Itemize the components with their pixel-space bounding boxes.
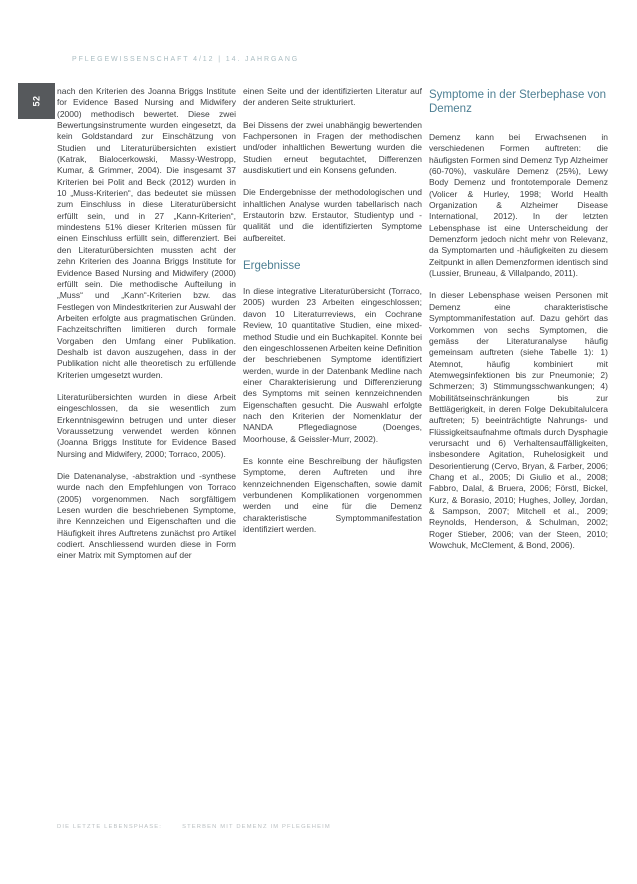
running-footer — [57, 824, 331, 830]
col2-paragraph-1: einen Seite und der identifizierten Literatur auf der anderen Seite strukturiert. — [243, 86, 422, 108]
col2-paragraph-5: Es konnte eine Beschreibung der häufigsten Symptome, deren Auftreten und ihre kennzeichnenden Eigenschaften, sowie damit verbundenen Komplikationen vorgenommen werden und eine für die Demenz charakteristische Symptommanifestation identifiziert werden. — [243, 455, 422, 534]
journal-running-header: PFLEGEWISSENSCHAFT 4/12 | 14. JAHRGANG — [72, 56, 300, 63]
text-column-1 — [57, 86, 236, 562]
section-heading-symptome-sterbephase: Symptome in der Sterbephase von Demenz — [429, 89, 607, 115]
col1-paragraph-1: nach den Kriterien des Joanna Briggs Institute for Evidence Based Nursing and Midwifery (2000) methodisch bewertet. Diese zwei Bewertungsinstrumente wurden eingesetzt, da kein Goldstandard zur Einschätzung von Studien und Literaturübersichten existiert (Katrak, Bialocerkowski, Massy-Westropp, Kumar, & Grimmer, 2004). Die insgesamt 37 Kriterien bei Polit and Beck (2012) wurden in 10 „Muss-Kriterien“, das bedeutet sie müssen zum Einschluss in diese Literaturübersicht erfüllt sein, und in 27 „Kann-Kriterien“, mindestens 51% dieser Kriterien müssen für einen Einschluss erfüllt sein, differenziert. Bei den Literaturübersichten mussten acht der zehn Kriterien des Joanna Briggs Institute for Evidence Based Nursing and Midwifery (2000) erfüllt sein. Die methodische Aufteilung in „Muss“ und „Kann“-Kriterien bzw. das Festlegen von Mindestkriterien zur Auswahl der Arbeiten erfolgte aus pragmatischen Gründen. Fachzeitschriften limitieren durch formale Vorgaben den Umfang einer Publikation. Deshalb ist davon auszugehen, dass in der Publikation nicht alle theoretisch zu erfüllende Kriterien umgesetzt wurden. — [57, 86, 236, 380]
article-body — [57, 86, 608, 562]
col2-paragraph-4: In diese integrative Literaturübersicht (Torraco, 2005) wurden 23 Arbeiten eingeschlossen; davon 10 Literaturreviews, ein Cochrane Review, 10 quantitative Studien, eine mixed-method Studie und ein Buchkapitel. Konnte bei den eingeschlossenen Arbeiten keine Definition der beschriebenen Symptome identifiziert werden, wurde in der Datenbank Medline nach einer Charakterisierung und Differenzierung des Symptoms mit seinen kennzeichnenden Eigenschaften gesucht. Die Auswahl erfolgte nach den Kriterien der Nomenklatur der NANDA Pflegediagnose (Doenges, Moorhouse, & Geissler-Murr, 2002). — [243, 286, 422, 444]
col2-paragraph-3: Die Endergebnisse der methodologischen und inhaltlichen Analyse wurden tabellarisch nach Erstautorin bzw. Erstautor, Studientyp und -qualität und die identifizierten Symptome aufbereitet. — [243, 187, 422, 243]
footer-article-title: STERBEN MIT DEMENZ IM PFLEGEHEIM — [182, 824, 331, 830]
page-number-tab — [18, 83, 55, 119]
footer-article-rubric: DIE LETZTE LEBENSPHASE: — [57, 824, 163, 830]
col2-paragraph-2: Bei Dissens der zwei unabhängig bewertenden Fachpersonen in Fragen der methodischen und/oder inhaltlichen Bewertung wurden die Studien erneut begutachtet, Differenzen ausdiskutiert und ein Konsens gefunden. — [243, 119, 422, 176]
col3-paragraph-2: In dieser Lebensphase weisen Personen mit Demenz eine charakteristische Symptommanifestation auf. Dazu gehört das Vorkommen von sechs Symptomen, die gemäss der Literaturanalyse häufig gemeinsam auftreten (siehe Tabelle 1): 1) Atemnot, häufig kombiniert mit Atemwegsinfektionen bis zur Pneumonie; 2) Schmerzen; 3) Stimmungsschwankungen; 4) Mobilitätseinschränkungen bis zur Bettlägerigkeit, in deren Folge Dekubitalulcera auftreten; 5) beeinträchtigte Nahrungs- und Flüssigkeitsaufnahme oftmals durch Dysphagie verursacht und 6) Verhaltensauffälligkeiten, insbesondere Agitation, Ruhelosigkeit und Desorientierung (Cervo, Bryan, & Farber, 2006; Chang et al., 2005; Di Giulio et al., 2008; Fabbro, Dalal, & Bruera, 2006; Förstl, Bickel, Kurz, & Borasio, 2010; Hughes, Jolley, Jordan, & Sampson, 2007; Mitchell et al., 2009; Reynolds, Henderson, & Schulman, 2002; Roger Stieber, 2006; van der Steen, 2010; Wowchuk, McClement, & Bond, 2006). — [429, 290, 608, 551]
col1-paragraph-2: Literaturübersichten wurden in diese Arbeit eingeschlossen, da sie wesentlich zum Erkenntnisgewinn betrugen und unter dieser Voraussetzung verwendet werden können (Joanna Briggs Institute for Evidence Based Nursing and Midwifery, 2000; Torraco, 2005). — [57, 391, 236, 459]
section-heading-ergebnisse: Ergebnisse — [243, 260, 301, 273]
col3-paragraph-1: Demenz kann bei Erwachsenen in verschiedenen Formen auftreten: die häufigsten Formen sind Demenz Typ Alzheimer (60-70%), vaskuläre Demenz (25%), Lewy Body Demenz und frontotemporale Demenz (Volicer & Hurley, 1998; World Health Organization & Alzheimer Disease International, 2012). In der letzten Lebensphase ist eine Unterscheidung der Demenzform jedoch nicht mehr von Relevanz, da Symptomarten und -häufigkeiten zu diesem Zeitpunkt in allen Demenzformen identisch sind (Lussier, Bruneau, & Villalpando, 2011). — [429, 132, 608, 279]
text-column-3 — [429, 86, 608, 562]
page-number: 52 — [31, 95, 42, 107]
text-column-2 — [243, 86, 422, 562]
col1-paragraph-3: Die Datenanalyse, -abstraktion und -synthese wurde nach den Empfehlungen von Torraco (2005) vorgenommen. Nach sorgfältigem Lesen wurden die beschriebenen Symptome, ihre Kennzeichen und Eigenschaften und die Häufigkeit ihres Auftretens zunächst pro Artikel codiert. Anschliessend wurden diese in Form einer Matrix mit Symptomen auf der — [57, 471, 236, 561]
